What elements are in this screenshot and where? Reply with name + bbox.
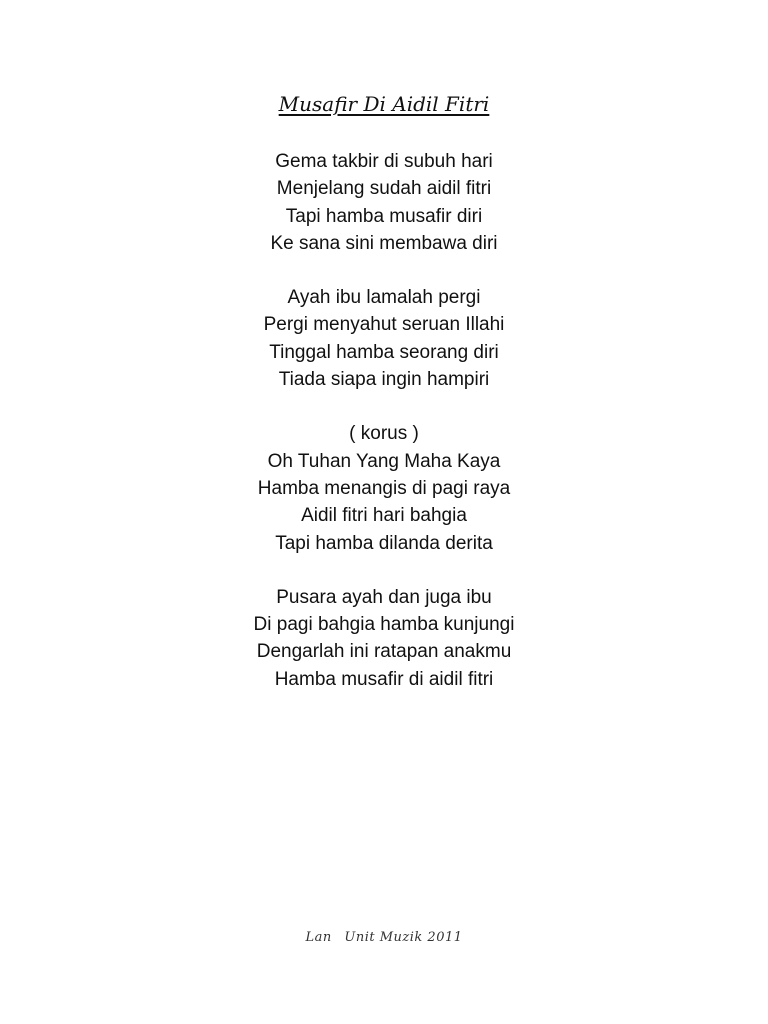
poem-line: Gema takbir di subuh hari xyxy=(275,151,493,172)
chorus-label: ( korus ) xyxy=(349,423,419,445)
poem-line: Dengarlah ini ratapan anakmu xyxy=(256,641,512,663)
poem-line: Tiada siapa ingin hampiri xyxy=(278,369,490,391)
poem-line: Pusara ayah dan juga ibu xyxy=(276,586,492,608)
poem-line: Di pagi bahgia hamba kunjungi xyxy=(253,614,515,636)
poem-line: Tapi hamba dilanda derita xyxy=(275,532,493,554)
poem-line: Ke sana sini membawa diri xyxy=(270,232,498,254)
stanza-chorus xyxy=(0,420,768,556)
poem-line: Pergi menyahut seruan Illahi xyxy=(263,314,505,336)
page-footer xyxy=(0,930,768,945)
poem-line: Aidil fitri hari bahgia xyxy=(301,505,467,527)
stanza-4 xyxy=(0,584,768,693)
poem-line: Tapi hamba musafir diri xyxy=(285,205,483,227)
poem-line: Oh Tuhan Yang Maha Kaya xyxy=(267,450,501,472)
footer-unit: Unit Muzik 2011 xyxy=(344,930,463,945)
stanza-2 xyxy=(0,284,768,393)
poem-line: Menjelang sudah aidil fitri xyxy=(276,178,492,200)
poem-title: Musafir Di Aidil Fitri xyxy=(278,92,490,116)
poem-line: Hamba menangis di pagi raya xyxy=(257,477,511,499)
poem-line: Hamba musafir di aidil fitri xyxy=(274,668,494,690)
stanza-1 xyxy=(0,148,768,257)
poem-line: Tinggal hamba seorang diri xyxy=(269,341,499,363)
poem-body xyxy=(0,148,768,720)
poem-line: Ayah ibu lamalah pergi xyxy=(287,287,481,309)
footer-author: Lan xyxy=(305,930,332,945)
